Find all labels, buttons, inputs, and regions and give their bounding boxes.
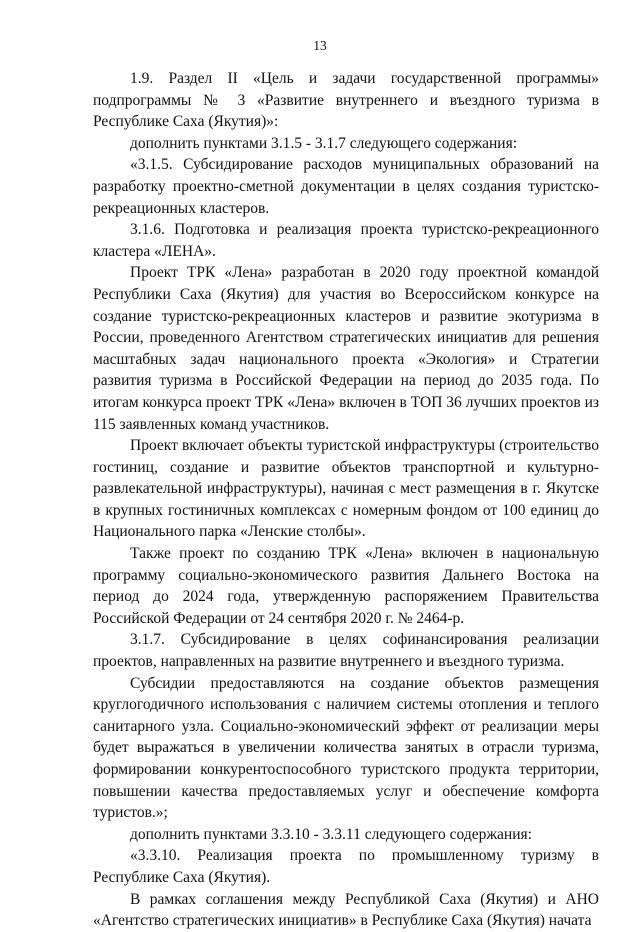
paragraph-3-3-10: «3.3.10. Реализация проекта по промышленному туризму в Республике Саха (Якутия). (93, 847, 599, 886)
paragraph-section-1-9: 1.9. Раздел II «Цель и задачи государственной программы» подпрограммы № 3 «Развитие внутреннего и въездного туризма в Республике Саха (Якутия)»: (93, 70, 599, 131)
paragraph-national-program: Также проект по созданию ТРК «Лена» включен в национальную программу социально-экономического развития Дальнего Востока на период до 2024 года, утвержденную распоряжением Правительства Российской Федерации от 24 сентября 2020 г. № 2464-р. (93, 545, 599, 627)
paragraph-amend-3-3: дополнить пунктами 3.3.10 - 3.3.11 следующего содержания: (130, 825, 532, 843)
paragraph-amend-3-1: дополнить пунктами 3.1.5 - 3.1.7 следующего содержания: (130, 134, 518, 152)
paragraph-infrastructure: Проект включает объекты туристской инфраструктуры (строительство гостиниц, создание и развитие объектов транспортной и культурно-развлекательной инфраструктуры), начиная с мест размещения в г. Якутске в крупных гостиничных комплексах с номерным фондом от 100 единиц до Национального парка «Ленские столбы». (93, 437, 599, 541)
document-body (93, 68, 599, 932)
paragraph-agreement: В рамках соглашения между Республикой Саха (Якутия) и АНО «Агентство стратегических инициатив» в Республике Саха (Якутия) начата (93, 890, 599, 930)
paragraph-subsidies: Субсидии предоставляются на создание объектов размещения круглогодичного использования с наличием системы отопления и теплого санитарного узла. Социально-экономический эффект от реализации меры будет выражаться в увеличении количества занятых в отрасли туризма, формировании конкурентоспособного туристского продукта территории, повышении качества предоставляемых услуг и обеспечение комфорта туристов.»; (93, 674, 599, 822)
paragraph-3-1-6: 3.1.6. Подготовка и реализация проекта туристско-рекреационного кластера «ЛЕНА». (93, 221, 599, 260)
paragraph-trk-lena-project: Проект ТРК «Лена» разработан в 2020 году проектной командой Республики Саха (Якутия) для участия во Всероссийском конкурсе на создание туристско-рекреационных кластеров и развитие экотуризма в России, проведенного Агентством стратегических инициатив для решения масштабных задач национального проекта «Экология» и Стратегии развития туризма в Российской Федерации на период до 2035 года. По итогам конкурса проект ТРК «Лена» включен в ТОП 36 лучших проектов из 115 заявленных команд участников. (93, 264, 599, 433)
paragraph-3-1-5: «3.1.5. Субсидирование расходов муниципальных образований на разработку проектно-сметной документации в целях создания туристско-рекреационных кластеров. (93, 156, 599, 217)
paragraph-3-1-7: 3.1.7. Субсидирование в целях софинансирования реализации проектов, направленных на развитие внутреннего и въездного туризма. (93, 631, 599, 671)
page-number: 13 (313, 38, 327, 53)
